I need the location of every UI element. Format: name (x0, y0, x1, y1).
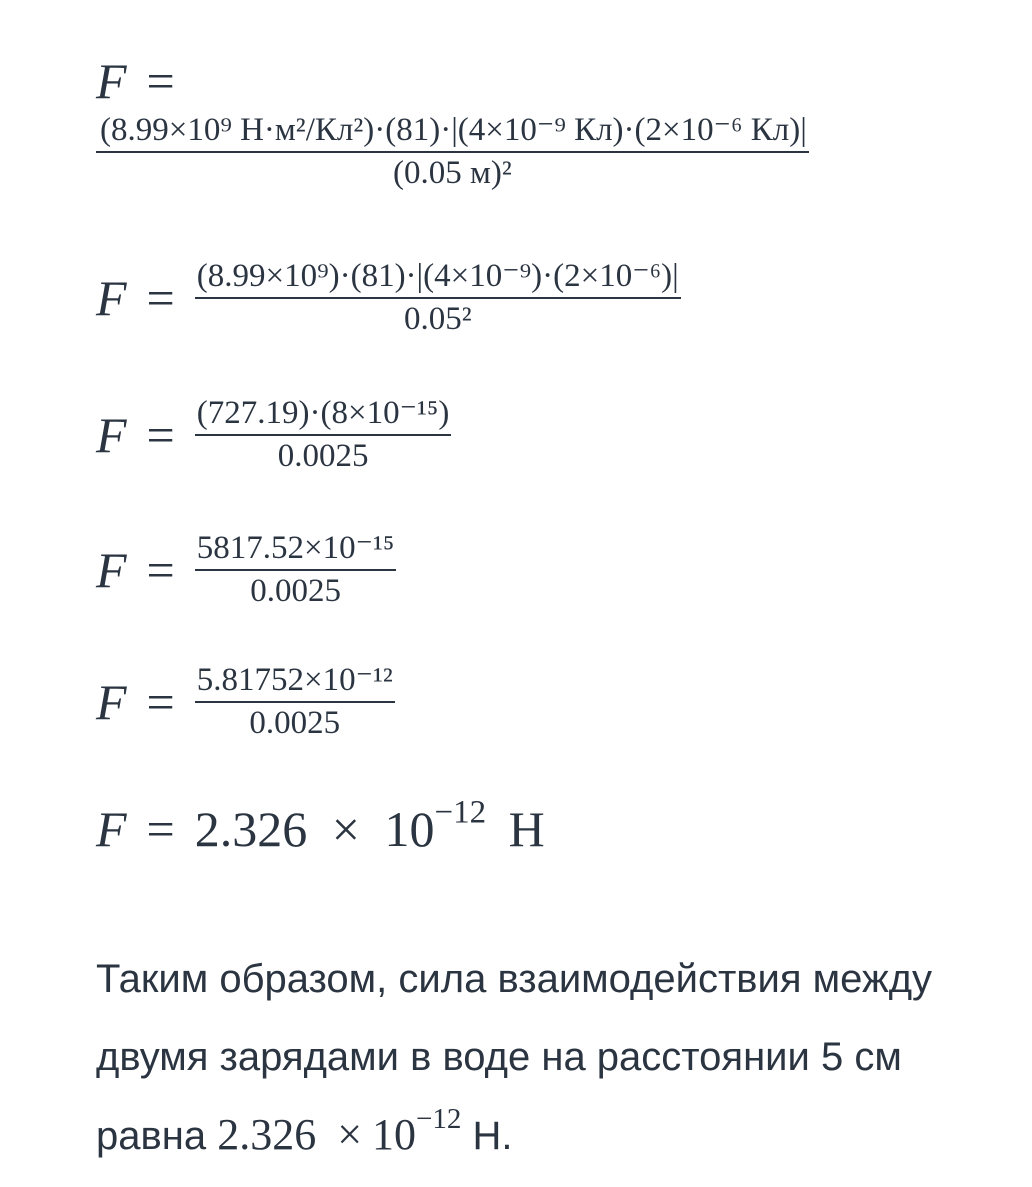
equation-4-fraction (195, 530, 397, 610)
equation-1-lhs (96, 52, 195, 110)
equals-sign: = (146, 801, 175, 857)
equation-1-fraction (96, 112, 809, 192)
variable-f: F (96, 269, 127, 326)
result-unit: Н (508, 801, 545, 857)
variable-f: F (96, 541, 127, 598)
times-sign: × (331, 801, 360, 857)
result-value (194, 794, 545, 858)
equals-sign: = (146, 269, 175, 326)
equals-sign: = (146, 406, 175, 463)
variable-f: F (96, 801, 127, 857)
result-base: 10 (384, 801, 435, 857)
conclusion-base: 10 (372, 1110, 417, 1159)
equation-3 (96, 395, 451, 475)
variable-f: F (96, 406, 127, 463)
equation-3-denominator: 0.0025 (277, 437, 369, 474)
conclusion-text: Таким образом, сила взаимодействия между двумя зарядами в воде на расстоянии 5 см равна (96, 957, 933, 1158)
equation-2 (96, 258, 681, 338)
conclusion-exponent: −12 (416, 1103, 462, 1136)
variable-f: F (96, 53, 127, 109)
equation-1-numerator: (8.99×10⁹ Н·м²/Кл²)·(81)·|(4×10⁻⁹ Кл)·(2×10⁻⁶ Кл)| (96, 112, 809, 153)
variable-f: F (96, 673, 127, 730)
times-sign: × (337, 1110, 363, 1159)
conclusion-mantissa: 2.326 (217, 1110, 317, 1159)
equals-sign: = (146, 541, 175, 598)
result-equation (96, 794, 545, 858)
equation-3-numerator: (727.19)·(8×10⁻¹⁵) (195, 395, 452, 436)
equation-4-lhs (96, 541, 195, 599)
equals-sign: = (146, 53, 175, 109)
equation-4-numerator: 5817.52×10⁻¹⁵ (195, 530, 397, 571)
conclusion-inline-math (217, 1103, 472, 1159)
equation-5 (96, 662, 395, 742)
equation-5-numerator: 5.81752×10⁻¹² (195, 662, 395, 703)
equation-2-fraction (195, 258, 681, 338)
equation-4-denominator: 0.0025 (250, 572, 341, 609)
equation-5-fraction (195, 662, 395, 742)
equation-3-fraction (195, 395, 452, 475)
equation-1-denominator: (0.05 м)² (393, 154, 512, 191)
equals-sign: = (146, 673, 175, 730)
conclusion-unit: Н. (472, 1114, 513, 1158)
equation-1 (96, 52, 809, 192)
result-exponent: −12 (434, 794, 487, 831)
equation-2-denominator: 0.05² (403, 300, 472, 337)
result-lhs (96, 800, 195, 858)
equation-5-lhs (96, 673, 195, 731)
conclusion-paragraph (96, 940, 996, 1175)
equation-2-lhs (96, 269, 195, 327)
equation-3-lhs (96, 406, 195, 464)
equation-2-numerator: (8.99×10⁹)·(81)·|(4×10⁻⁹)·(2×10⁻⁶)| (195, 258, 681, 299)
result-mantissa: 2.326 (194, 801, 308, 857)
equation-4 (96, 530, 396, 610)
equation-5-denominator: 0.0025 (249, 704, 341, 741)
